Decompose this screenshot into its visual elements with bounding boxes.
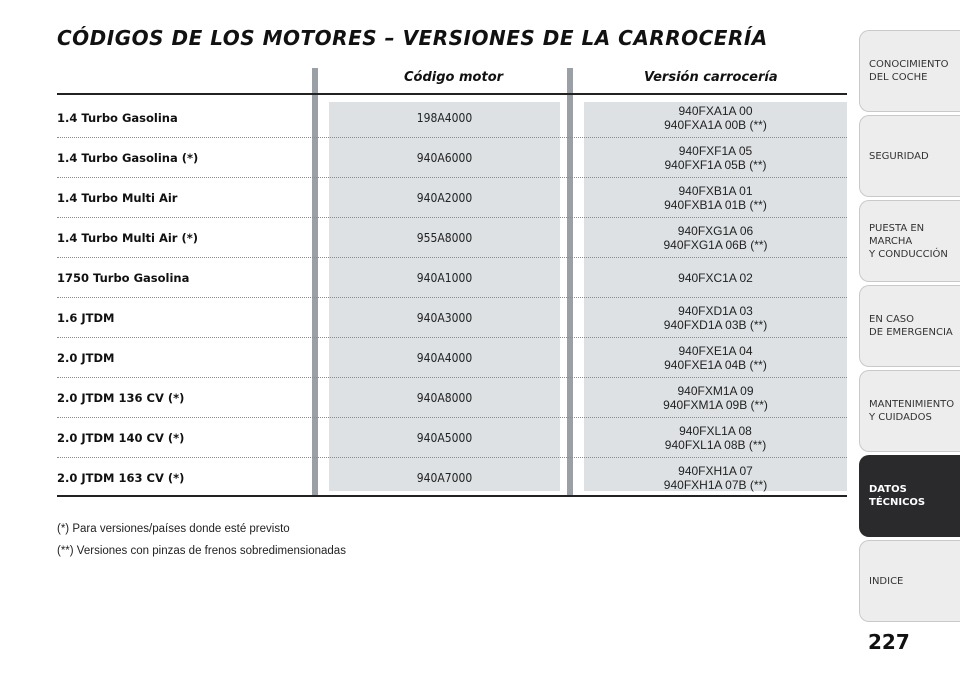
sidebar-tab[interactable] bbox=[859, 285, 960, 367]
engine-codes-table bbox=[57, 68, 847, 498]
engine-name: 2.0 JTDM 163 CV (*) bbox=[57, 471, 185, 485]
engine-code: 198A4000 bbox=[416, 111, 473, 125]
table-row bbox=[57, 418, 847, 458]
body-version: 940FXE1A 04 bbox=[678, 344, 753, 358]
body-version: 940FXH1A 07B (**) bbox=[663, 478, 768, 492]
engine-name: 1.4 Turbo Multi Air (*) bbox=[57, 231, 199, 245]
body-versions bbox=[584, 138, 847, 178]
engine-name: 2.0 JTDM bbox=[57, 351, 115, 365]
engine-name: 1.6 JTDM bbox=[57, 311, 115, 325]
engine-code: 940A4000 bbox=[416, 351, 473, 365]
body-version: 940FXA1A 00B (**) bbox=[664, 118, 767, 132]
body-version: 940FXL1A 08B (**) bbox=[664, 438, 767, 452]
table-row bbox=[57, 258, 847, 298]
sidebar-tab[interactable] bbox=[859, 115, 960, 197]
body-version: 940FXM1A 09 bbox=[677, 384, 754, 398]
engine-code: 940A7000 bbox=[416, 471, 473, 485]
header-body-version: Versión carrocería bbox=[644, 70, 778, 85]
table-top-rule bbox=[57, 93, 847, 95]
sidebar-tab[interactable] bbox=[859, 455, 960, 537]
body-version: 940FXB1A 01 bbox=[678, 184, 753, 198]
body-version: 940FXL1A 08 bbox=[679, 424, 752, 438]
body-versions bbox=[584, 98, 847, 138]
sidebar-tab[interactable] bbox=[859, 370, 960, 452]
table-row bbox=[57, 178, 847, 218]
body-versions bbox=[584, 178, 847, 218]
table-row bbox=[57, 138, 847, 178]
body-version: 940FXE1A 04B (**) bbox=[664, 358, 767, 372]
engine-code: 940A1000 bbox=[416, 271, 473, 285]
sidebar-tab-label: MANTENIMIENTO Y CUIDADOS bbox=[869, 399, 955, 423]
body-versions bbox=[584, 458, 847, 498]
page-title: CÓDIGOS DE LOS MOTORES – VERSIONES DE LA CARROCERÍA bbox=[57, 26, 768, 50]
sidebar-tab[interactable] bbox=[859, 200, 960, 282]
page-number: 227 bbox=[868, 630, 910, 654]
engine-code: 955A8000 bbox=[416, 231, 473, 245]
footnote: (**) Versiones con pinzas de frenos sobredimensionadas bbox=[57, 545, 346, 557]
body-versions bbox=[584, 298, 847, 338]
table-bottom-rule bbox=[57, 495, 847, 497]
table-row bbox=[57, 298, 847, 338]
body-version: 940FXF1A 05 bbox=[678, 144, 753, 158]
body-versions bbox=[584, 338, 847, 378]
sidebar-tab-label: INDICE bbox=[869, 575, 904, 587]
footnote: (*) Para versiones/países donde esté previsto bbox=[57, 523, 290, 535]
sidebar-tab-label: EN CASO DE EMERGENCIA bbox=[869, 314, 953, 338]
footnotes bbox=[57, 518, 346, 562]
body-versions bbox=[584, 378, 847, 418]
engine-code: 940A5000 bbox=[416, 431, 473, 445]
body-versions bbox=[584, 418, 847, 458]
engine-code: 940A8000 bbox=[416, 391, 473, 405]
body-version: 940FXG1A 06 bbox=[677, 224, 754, 238]
body-version: 940FXD1A 03B (**) bbox=[663, 318, 768, 332]
engine-name: 1.4 Turbo Multi Air bbox=[57, 191, 178, 205]
body-version: 940FXF1A 05B (**) bbox=[664, 158, 767, 172]
body-version: 940FXB1A 01B (**) bbox=[664, 198, 767, 212]
body-version: 940FXM1A 09B (**) bbox=[663, 398, 768, 412]
table-row bbox=[57, 98, 847, 138]
engine-code: 940A6000 bbox=[416, 151, 473, 165]
sidebar-tab-label: CONOCIMIENTO DEL COCHE bbox=[869, 59, 949, 83]
engine-name: 2.0 JTDM 136 CV (*) bbox=[57, 391, 185, 405]
body-version: 940FXG1A 06B (**) bbox=[663, 238, 768, 252]
engine-name: 2.0 JTDM 140 CV (*) bbox=[57, 431, 185, 445]
body-versions bbox=[584, 258, 847, 298]
engine-code: 940A3000 bbox=[416, 311, 473, 325]
body-version: 940FXA1A 00 bbox=[678, 104, 753, 118]
body-versions bbox=[584, 218, 847, 258]
sidebar-tab-label: DATOS TÉCNICOS bbox=[869, 484, 926, 508]
engine-code: 940A2000 bbox=[416, 191, 473, 205]
engine-name: 1750 Turbo Gasolina bbox=[57, 271, 190, 285]
header-engine-code: Código motor bbox=[404, 70, 504, 85]
sidebar-tab-label: PUESTA EN MARCHA Y CONDUCCIÓN bbox=[869, 222, 948, 260]
table-row bbox=[57, 218, 847, 258]
sidebar-tab[interactable] bbox=[859, 540, 960, 622]
body-version: 940FXD1A 03 bbox=[678, 304, 753, 318]
sidebar-tab-label: SEGURIDAD bbox=[869, 150, 929, 162]
table-row bbox=[57, 458, 847, 498]
table-row bbox=[57, 378, 847, 418]
sidebar-tab[interactable] bbox=[859, 30, 960, 112]
engine-name: 1.4 Turbo Gasolina bbox=[57, 111, 178, 125]
engine-name: 1.4 Turbo Gasolina (*) bbox=[57, 151, 199, 165]
body-version: 940FXH1A 07 bbox=[678, 464, 753, 478]
table-row bbox=[57, 338, 847, 378]
body-version: 940FXC1A 02 bbox=[678, 271, 753, 285]
